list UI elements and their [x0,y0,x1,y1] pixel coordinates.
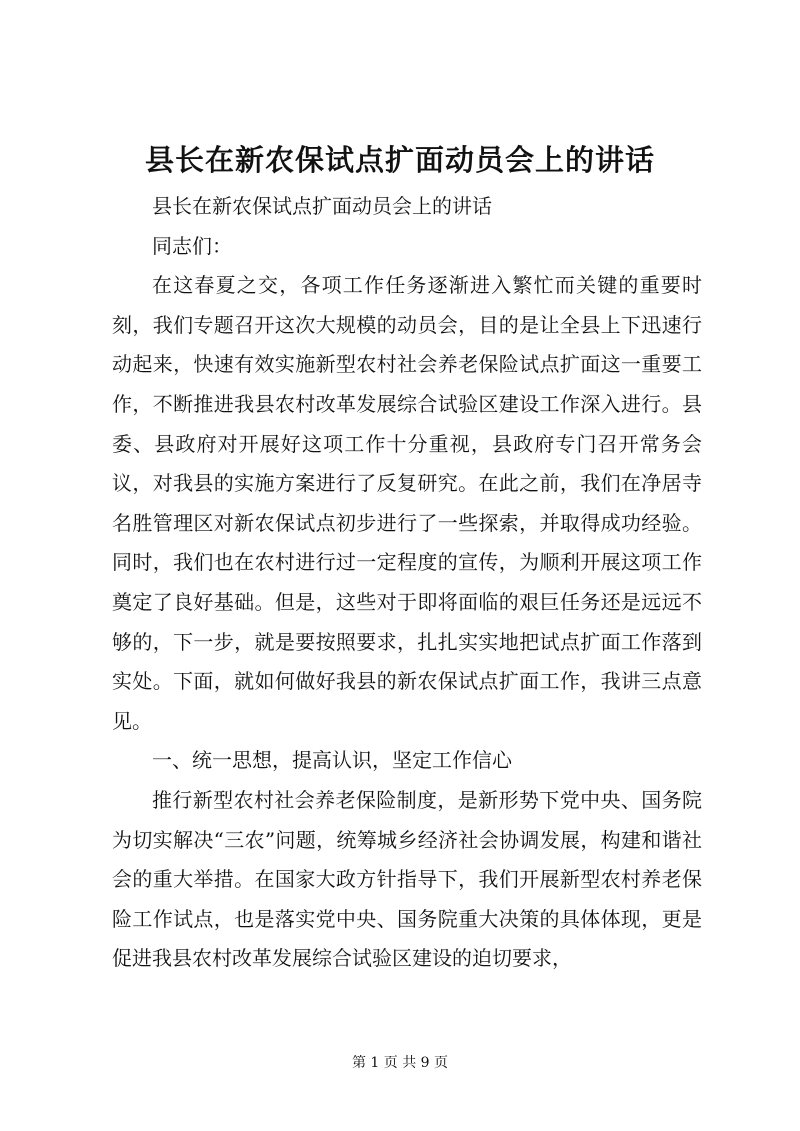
page-number-label: 第 1 页 共 9 页 [351,1055,449,1071]
section-1-paragraph: 推行新型农村社会养老保险制度，是新形势下党中央、国务院为切实解决“三农”问题，统筹城乡经济社会协调发展，构建和谐社会的重大举措。在国家大政方针指导下，我们开展新型农村养老保险工作试点，也是落实党中央、国务院重大决策的具体体现，更是促进我县农村改革发展综合试验区建设的迫切要求， [112,787,702,971]
intro-paragraph: 在这春夏之交，各项工作任务逐渐进入繁忙而关键的重要时刻，我们专题召开这次大规模的动员会，目的是让全县上下迅速行动起来，快速有效实施新型农村社会养老保险试点扩面这一重要工作，不断推进我县农村改革发展综合试验区建设工作深入进行。县委、县政府对开展好这项工作十分重视，县政府专门召开常务会议，对我县的实施方案进行了反复研究。在此之前，我们在净居寺名胜管理区对新农保试点初步进行了一些探索，并取得成功经验。同时，我们也在农村进行过一定程度的宣传，为顺利开展这项工作奠定了良好基础。但是，这些对于即将面临的艰巨任务还是远远不够的，下一步，就是要按照要求，扎扎实实地把试点扩面工作落到实处。下面，就如何做好我县的新农保试点扩面工作，我讲三点意见。 [112,273,702,733]
document-body [112,187,702,979]
document-title: 县长在新农保试点扩面动员会上的讲话 [144,143,655,177]
section-heading-1: 一、统一思想，提高认识，坚定工作信心 [152,748,512,773]
salutation-paragraph: 同志们： [152,233,232,258]
page-footer [0,1052,800,1072]
subtitle-paragraph: 县长在新农保试点扩面动员会上的讲话 [152,194,492,218]
